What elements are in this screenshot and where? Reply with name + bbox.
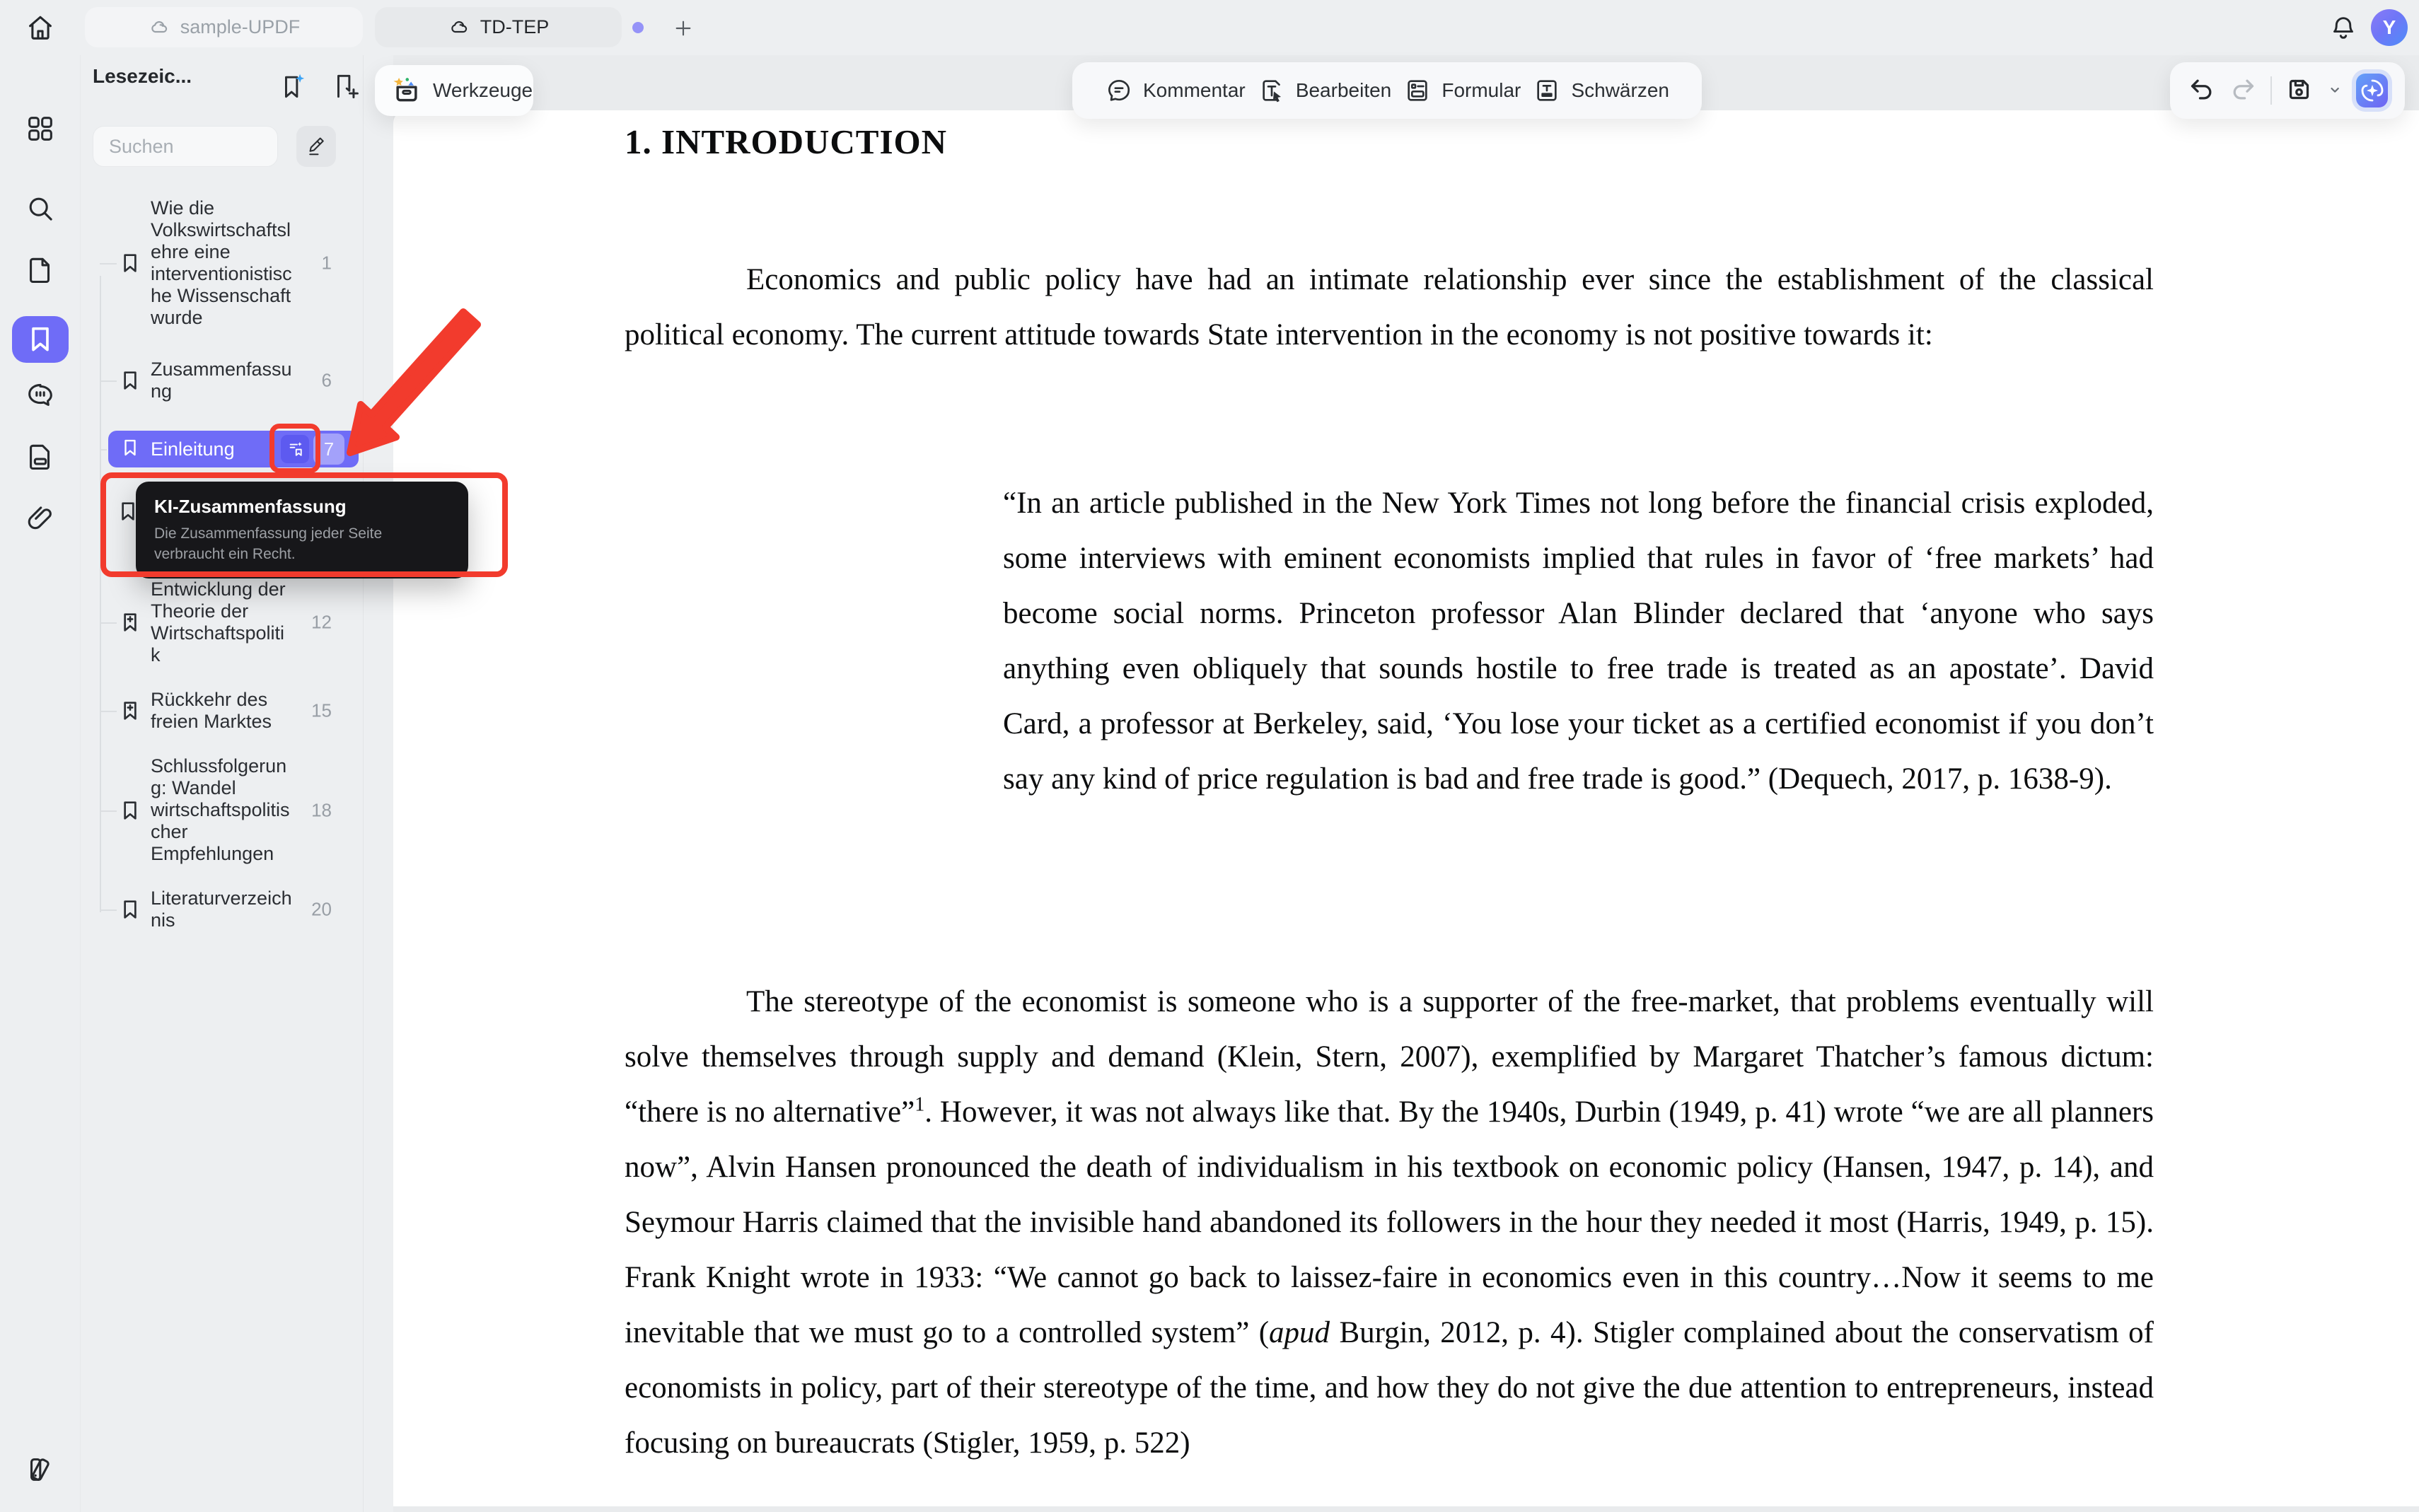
- tree-connector: [100, 380, 117, 382]
- tree-connector: [100, 711, 117, 712]
- tools-button[interactable]: [375, 65, 533, 116]
- bookmark-page-number: 18: [311, 799, 332, 820]
- toolbox-icon: [390, 74, 423, 107]
- mode-label: Bearbeiten: [1295, 79, 1392, 101]
- unsaved-indicator-dot: [632, 22, 644, 33]
- bookmark-icon: [118, 368, 142, 392]
- annotation-arrow: [311, 297, 495, 467]
- bookmark-page-number: 15: [311, 699, 332, 721]
- mode-label: Kommentar: [1143, 79, 1246, 101]
- tree-connector: [100, 622, 117, 624]
- add-bookmark-icon[interactable]: [330, 71, 361, 102]
- tree-connector: [100, 449, 107, 450]
- toolbar-divider: [2270, 76, 2272, 105]
- redact-mode-button[interactable]: [1533, 76, 1669, 105]
- bookmarks-panel: [80, 55, 364, 1512]
- new-tab-button[interactable]: [672, 17, 695, 40]
- bookmark-item[interactable]: [80, 689, 363, 733]
- bookmark-item[interactable]: [80, 578, 363, 666]
- file-actions-toolbar: [2170, 62, 2405, 119]
- page-summary-icon[interactable]: [24, 441, 57, 473]
- bookmark-label: Entwicklung der Theorie der Wirtschaftspolitik: [151, 578, 286, 665]
- left-icon-rail: [0, 55, 81, 1512]
- footnote-superscript: 1: [915, 1093, 925, 1116]
- document-heading: 1. INTRODUCTION: [625, 122, 948, 161]
- bookmarks-icon[interactable]: [24, 323, 57, 356]
- document-page: [393, 110, 2419, 1506]
- page-thumbnails-icon[interactable]: [24, 254, 57, 286]
- bookmark-label: Rückkehr des freien Marktes: [151, 689, 272, 732]
- undo-icon[interactable]: [2187, 75, 2216, 106]
- redo-icon[interactable]: [2229, 75, 2258, 106]
- annotation-box-tooltip: [100, 472, 508, 577]
- edit-mode-button[interactable]: [1258, 76, 1391, 105]
- bookmark-page-number: 12: [311, 611, 332, 633]
- save-options-chevron-icon[interactable]: [2326, 81, 2343, 100]
- save-icon[interactable]: [2285, 75, 2314, 106]
- form-mode-button[interactable]: [1403, 76, 1521, 105]
- cloud-icon: [148, 16, 170, 39]
- document-paragraph: Economics and public policy have had an intimate relationship ever since the establishment of the classical political economy. The current attitude towards State intervention in the economy is not positive towards it:: [625, 263, 2154, 351]
- panel-title: Lesezeic...: [93, 65, 192, 87]
- paragraph-text: The stereotype of the economist is someone who is a supporter of the free-market, that problems eventually will solve themselves through supply and demand (Klein, Stern, 2007), exemplified by Margaret Thatcher’s famous dictum: “there is no alternative”: [625, 985, 2154, 1129]
- bookmark-icon: [118, 897, 142, 921]
- attachment-icon[interactable]: [24, 502, 57, 535]
- tree-connector: [100, 909, 117, 911]
- bookmark-icon: [118, 251, 142, 275]
- bookmark-icon: [118, 699, 142, 723]
- paragraph-text: . However, it was not always like that. By the 1940s, Durbin (1949, p. 41) wrote “we are all planners now”, Alvin Hansen pronounced the death of individualism in his textbook on economic policy (Hansen, 1947, p. 14), and Seymour Harris claimed that the invisible hand abandoned its followers in the hour they needed it most (Harris, 1949, p. 15). Frank Knight wrote in 1933: “We cannot go back to laissez-faire in economics even in this country…Now it seems to me inevitable that we must go to a controlled system” (: [625, 1095, 2154, 1349]
- bookmark-item[interactable]: [80, 888, 363, 931]
- bookmark-page-number: 6: [321, 369, 332, 391]
- edit-bookmarks-button[interactable]: [296, 126, 336, 167]
- bookmark-label: Schlussfolgerung: Wandel wirtschaftspolitischer Empfehlungen: [151, 755, 290, 864]
- comments-icon[interactable]: [24, 379, 57, 412]
- bookmark-icon: [118, 798, 142, 822]
- search-input[interactable]: [93, 126, 278, 167]
- cloud-icon: [448, 16, 470, 39]
- bookmark-page-number: 20: [311, 898, 332, 920]
- notifications-bell-icon[interactable]: [2328, 13, 2359, 44]
- paragraph-text: Burgin, 2012, p. 4). Stigler complained about the conservatism of economists in policy, part of their stereotype of the time, and how they do not give the due attention to entrepreneurs, instead focusing on bureaucrats (Stigler, 1959, p. 522): [625, 1316, 2154, 1460]
- comment-mode-button[interactable]: [1105, 76, 1246, 105]
- page-badge: 7: [313, 434, 344, 465]
- bookmark-icon: [120, 437, 144, 461]
- bookmark-page-number: 1: [321, 252, 332, 274]
- document-paragraph: [625, 975, 2154, 1471]
- tab-td-tep[interactable]: [375, 7, 622, 47]
- bookmark-item[interactable]: [80, 755, 363, 865]
- theme-swatches-icon[interactable]: [24, 1453, 57, 1486]
- paragraph-text-italic: apud: [1269, 1316, 1330, 1349]
- apps-grid-icon[interactable]: [24, 112, 57, 145]
- avatar-initial: Y: [2382, 16, 2396, 38]
- document-canvas: [393, 55, 2419, 1512]
- bookmark-list-bottom: [80, 578, 363, 954]
- edit-text-icon: [1258, 76, 1286, 105]
- tooltip-body: Die Zusammenfassung jeder Seite verbraucht ein Recht.: [154, 525, 383, 562]
- avatar[interactable]: [2371, 9, 2408, 46]
- bookmark-label: Einleitung: [151, 438, 235, 460]
- mode-label: Schwärzen: [1571, 79, 1669, 101]
- tab-sample-updf[interactable]: [85, 7, 363, 47]
- form-icon: [1403, 76, 1432, 105]
- annotation-box-ai-button: [269, 424, 320, 473]
- tooltip-title: KI-Zusammenfassung: [154, 496, 347, 517]
- comment-icon: [1105, 76, 1133, 105]
- search-icon[interactable]: [24, 192, 57, 225]
- document-blockquote: “In an article published in the New York Times not long before the financial crisis exploded, some interviews with eminent economists implied that rules in favor of ‘free markets’ had become social norms. Princeton professor Alan Blinder declared that ‘anyone who says anything even obliquely that sounds hostile to free trade is treated as an apostate’. David Card, a professor at Berkeley, said, ‘You lose your ticket as a certified economist if you don’t say any kind of price regulation is bad and free trade is good.” (Dequech, 2017, p. 1638-9).: [1003, 487, 2154, 796]
- tree-connector: [100, 810, 117, 812]
- tree-connector: [100, 263, 117, 264]
- bookmark-label: Wie die Volkswirtschaftslehre eine interventionistische Wissenschaft wurde: [151, 197, 292, 328]
- tab-label: sample-UPDF: [180, 16, 301, 37]
- mode-toolbar: [1072, 62, 1702, 119]
- bookmark-label: Zusammenfassung: [151, 359, 292, 402]
- redact-icon: [1533, 76, 1561, 105]
- tab-label: TD-TEP: [480, 16, 550, 37]
- tools-label: Werkzeuge: [433, 79, 533, 101]
- ai-assistant-logo[interactable]: [2356, 74, 2388, 107]
- ai-bookmark-icon[interactable]: [277, 71, 308, 102]
- mode-label: Formular: [1441, 79, 1521, 101]
- bookmark-label: Literaturverzeichnis: [151, 888, 292, 931]
- bookmark-icon: [118, 610, 142, 634]
- home-button[interactable]: [24, 11, 57, 44]
